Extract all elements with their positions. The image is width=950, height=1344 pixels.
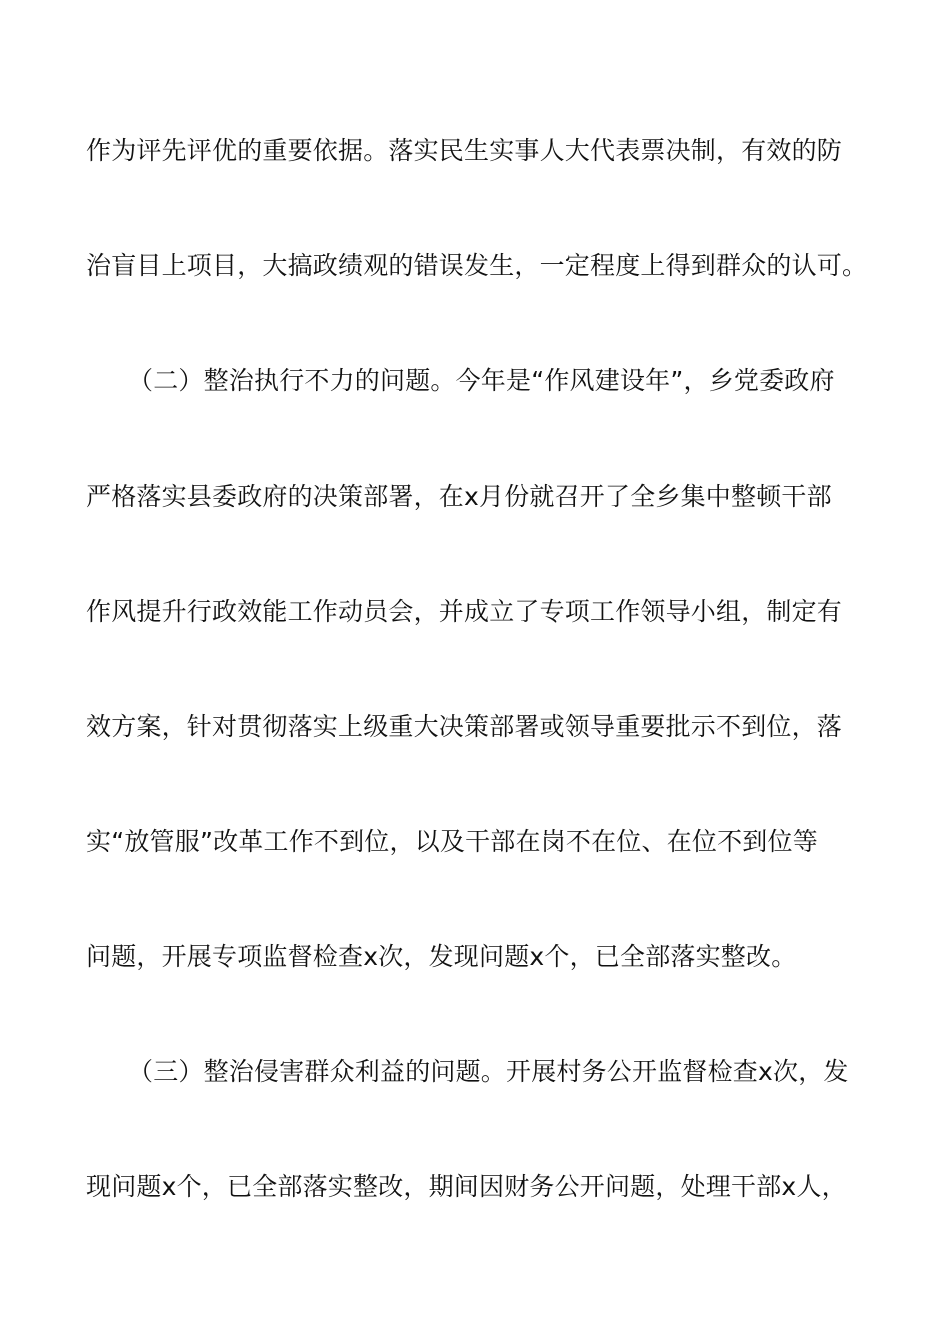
text-line-7: 实“放管服”改革工作不到位，以及干部在岗不在位、在位不到位等 xyxy=(86,827,818,856)
section-heading-2-line: （二）整治执行不力的问题。今年是“作风建设年”，乡党委政府 xyxy=(128,366,835,395)
section-heading-3-line: （三）整治侵害群众利益的问题。开展村务公开监督检查x次，发 xyxy=(128,1057,849,1086)
text-line-6: 效方案，针对贯彻落实上级重大决策部署或领导重要批示不到位，落 xyxy=(86,712,843,741)
text-line-4: 严格落实县委政府的决策部署，在x月份就召开了全乡集中整顿干部 xyxy=(86,482,832,511)
text-line-5: 作风提升行政效能工作动员会，并成立了专项工作领导小组，制定有 xyxy=(86,597,843,626)
text-line-1: 作为评先评优的重要依据。落实民生实事人大代表票决制，有效的防 xyxy=(86,136,843,165)
text-line-10: 现问题x个，已全部落实整改，期间因财务公开问题，处理干部x人， xyxy=(86,1172,847,1201)
text-line-2: 治盲目上项目，大搞政绩观的错误发生，一定程度上得到群众的认可。 xyxy=(86,251,868,280)
text-line-8: 问题，开展专项监督检查x次，发现问题x个，已全部落实整改。 xyxy=(86,942,797,971)
